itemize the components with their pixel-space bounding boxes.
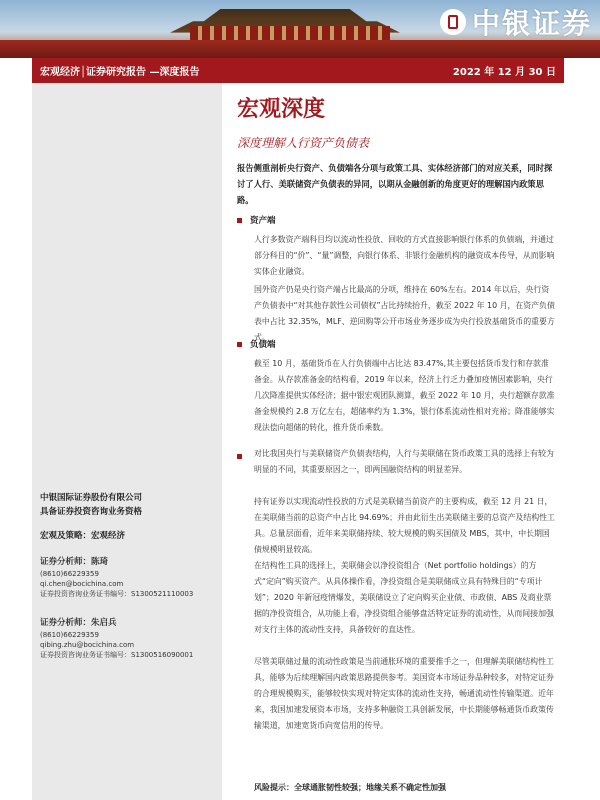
- brand-name: 中银证券: [471, 7, 592, 40]
- bullet-square-icon: [237, 218, 242, 223]
- compare-paragraph-1: 对比我国央行与美联储资产负债表结构，人行与美联储在货币政策工具的选择上有较为明显的不同，其重要原因之一，即两国融资结构的明显差异。: [254, 449, 554, 474]
- firm-name: 中银国际证券股份有限公司: [40, 493, 143, 503]
- compare-paragraph-2: 持有证券以实现流动性投放的方式是美联储当前资产的主要构成，截至 12 月 21 日，在美联储当前的总资产中占比 94.69%；并由此衍生出美联储主要的总资产及结构性工具。总量层面看，近年来美联储持续、较大规模的购买国债及 MBS，其中，中长期国债规模明显较高。: [254, 497, 555, 554]
- section-heading-label: 资产端: [250, 216, 276, 226]
- brand-logo: [440, 2, 592, 42]
- left-sidebar: [32, 83, 222, 800]
- report-abstract: 报告侧重剖析央行资产、负债端各分项与政策工具、实体经济部门的对应关系，同时探讨了人行、美联储资产负债表的异同，以期从金融创新的角度更好的理解国内政策思路。: [237, 163, 553, 205]
- report-date: 2022 年 12 月 30 日: [452, 67, 556, 78]
- analyst-cert: 证券投资咨询业务证书编号：S1300521110003: [40, 590, 194, 598]
- compare-paragraph-4: 尽管美联储过量的流动性政策是当前通胀环境的重要推手之一，但理解美联储结构性工具，能够为后续理解国内政策思路提供参考。美国资本市场证券品种较多，对特定证券的合理规模购买，能够较快实现对特定实体的流动性支持，畅通流动性传输渠道。近年来，我国加速发展资本市场，支持多种融资工具创新发展，中长期能够畅通货币政策传输渠道，加速宽货币向宽信用的传导。: [254, 657, 554, 730]
- analyst-cert: 证券投资咨询业务证书编号：S1300516090001: [40, 651, 194, 659]
- asset-paragraph-1: 人行多数资产端科目均以流动性投放、回收的方式直接影响银行体系的负债端，并通过部分科目的“价”、“量”调整，向银行体系、非银行金融机构的融资成本传导，从而影响实体企业融资。: [254, 235, 555, 276]
- firm-qualification: 具备证券投资咨询业务资格: [40, 507, 143, 517]
- analyst-phone: (8610)66229359: [40, 570, 99, 578]
- report-subtitle: 深度理解人行资产负债表: [237, 136, 370, 150]
- firm-info: [40, 491, 142, 519]
- section-heading-liabilities: [237, 338, 276, 350]
- report-category-band: [32, 58, 564, 83]
- analyst-email[interactable]: qibing.zhu@bocichina.com: [40, 641, 135, 649]
- analyst-card: [40, 618, 193, 660]
- section-heading-assets: [237, 214, 276, 226]
- analyst-email[interactable]: qi.chen@bocichina.com: [40, 580, 124, 588]
- section-bullet-compare: [237, 450, 242, 459]
- header-banner-image: [0, 0, 600, 58]
- sector-label: 宏观及策略：宏观经济: [40, 531, 126, 541]
- report-title: 宏观深度: [237, 96, 326, 122]
- bullet-square-icon: [237, 342, 242, 347]
- analyst-name: 证券分析师：朱启兵: [40, 618, 117, 628]
- compare-paragraph-3: 在结构性工具的选择上，美联储会以净投资组合（Net portfolio holdings）的方式“定向”购买资产。从具体操作看，净投资组合是美联储成立具有特殊目的“专项计划”；2020 年新冠疫情爆发，美联储设立了定向购买企业债、市政债、ABS 及商业票据的净投资组合，从功能上看，净投资组合能够盘活特定证券的流动性，从而间接加强对支行主体的流动性支持，具备较好的直达性。: [254, 561, 554, 634]
- asset-paragraph-2: 国外资产仍是央行资产端占比最高的分项，维持在 60%左右。2014 年以后，央行资产负债表中“对其他存款性公司债权”占比持续抬升，截至 2022 年 10 月，在资产负债表中占比 32.35%，MLF、逆回购等公开市场业务逐步成为央行投放基础货币的重要方式。: [254, 285, 555, 342]
- bullet-square-icon: [237, 454, 242, 459]
- analyst-card: [40, 557, 193, 599]
- analyst-name: 证券分析师：陈琦: [40, 557, 109, 567]
- bank-logo-icon: [440, 9, 466, 35]
- analyst-phone: (8610)66229359: [40, 631, 99, 639]
- risk-warning: 风险提示：全球通胀韧性较强；地缘关系不确定性加强: [254, 783, 446, 792]
- liability-paragraph-1: 截至 10 月，基础货币在人行负债端中占比达 83.47%,其主要包括货币发行和存款准备金。从存款准备金的结构看，2019 年以来，经济上行乏力叠加疫情因素影响，央行几次降准提供实体经济；据中银宏观团队测算，截至 2022 年 10 月，央行超额存款准备金规模约 2.8 万亿左右，超储率约为 1.3%，银行体系流动性相对充裕；降准能够实现法偿向超储的转化，推升货币乘数。: [254, 359, 555, 432]
- report-category: 宏观经济│证券研究报告 —深度报告: [40, 67, 200, 78]
- section-heading-label: 负债端: [250, 340, 276, 350]
